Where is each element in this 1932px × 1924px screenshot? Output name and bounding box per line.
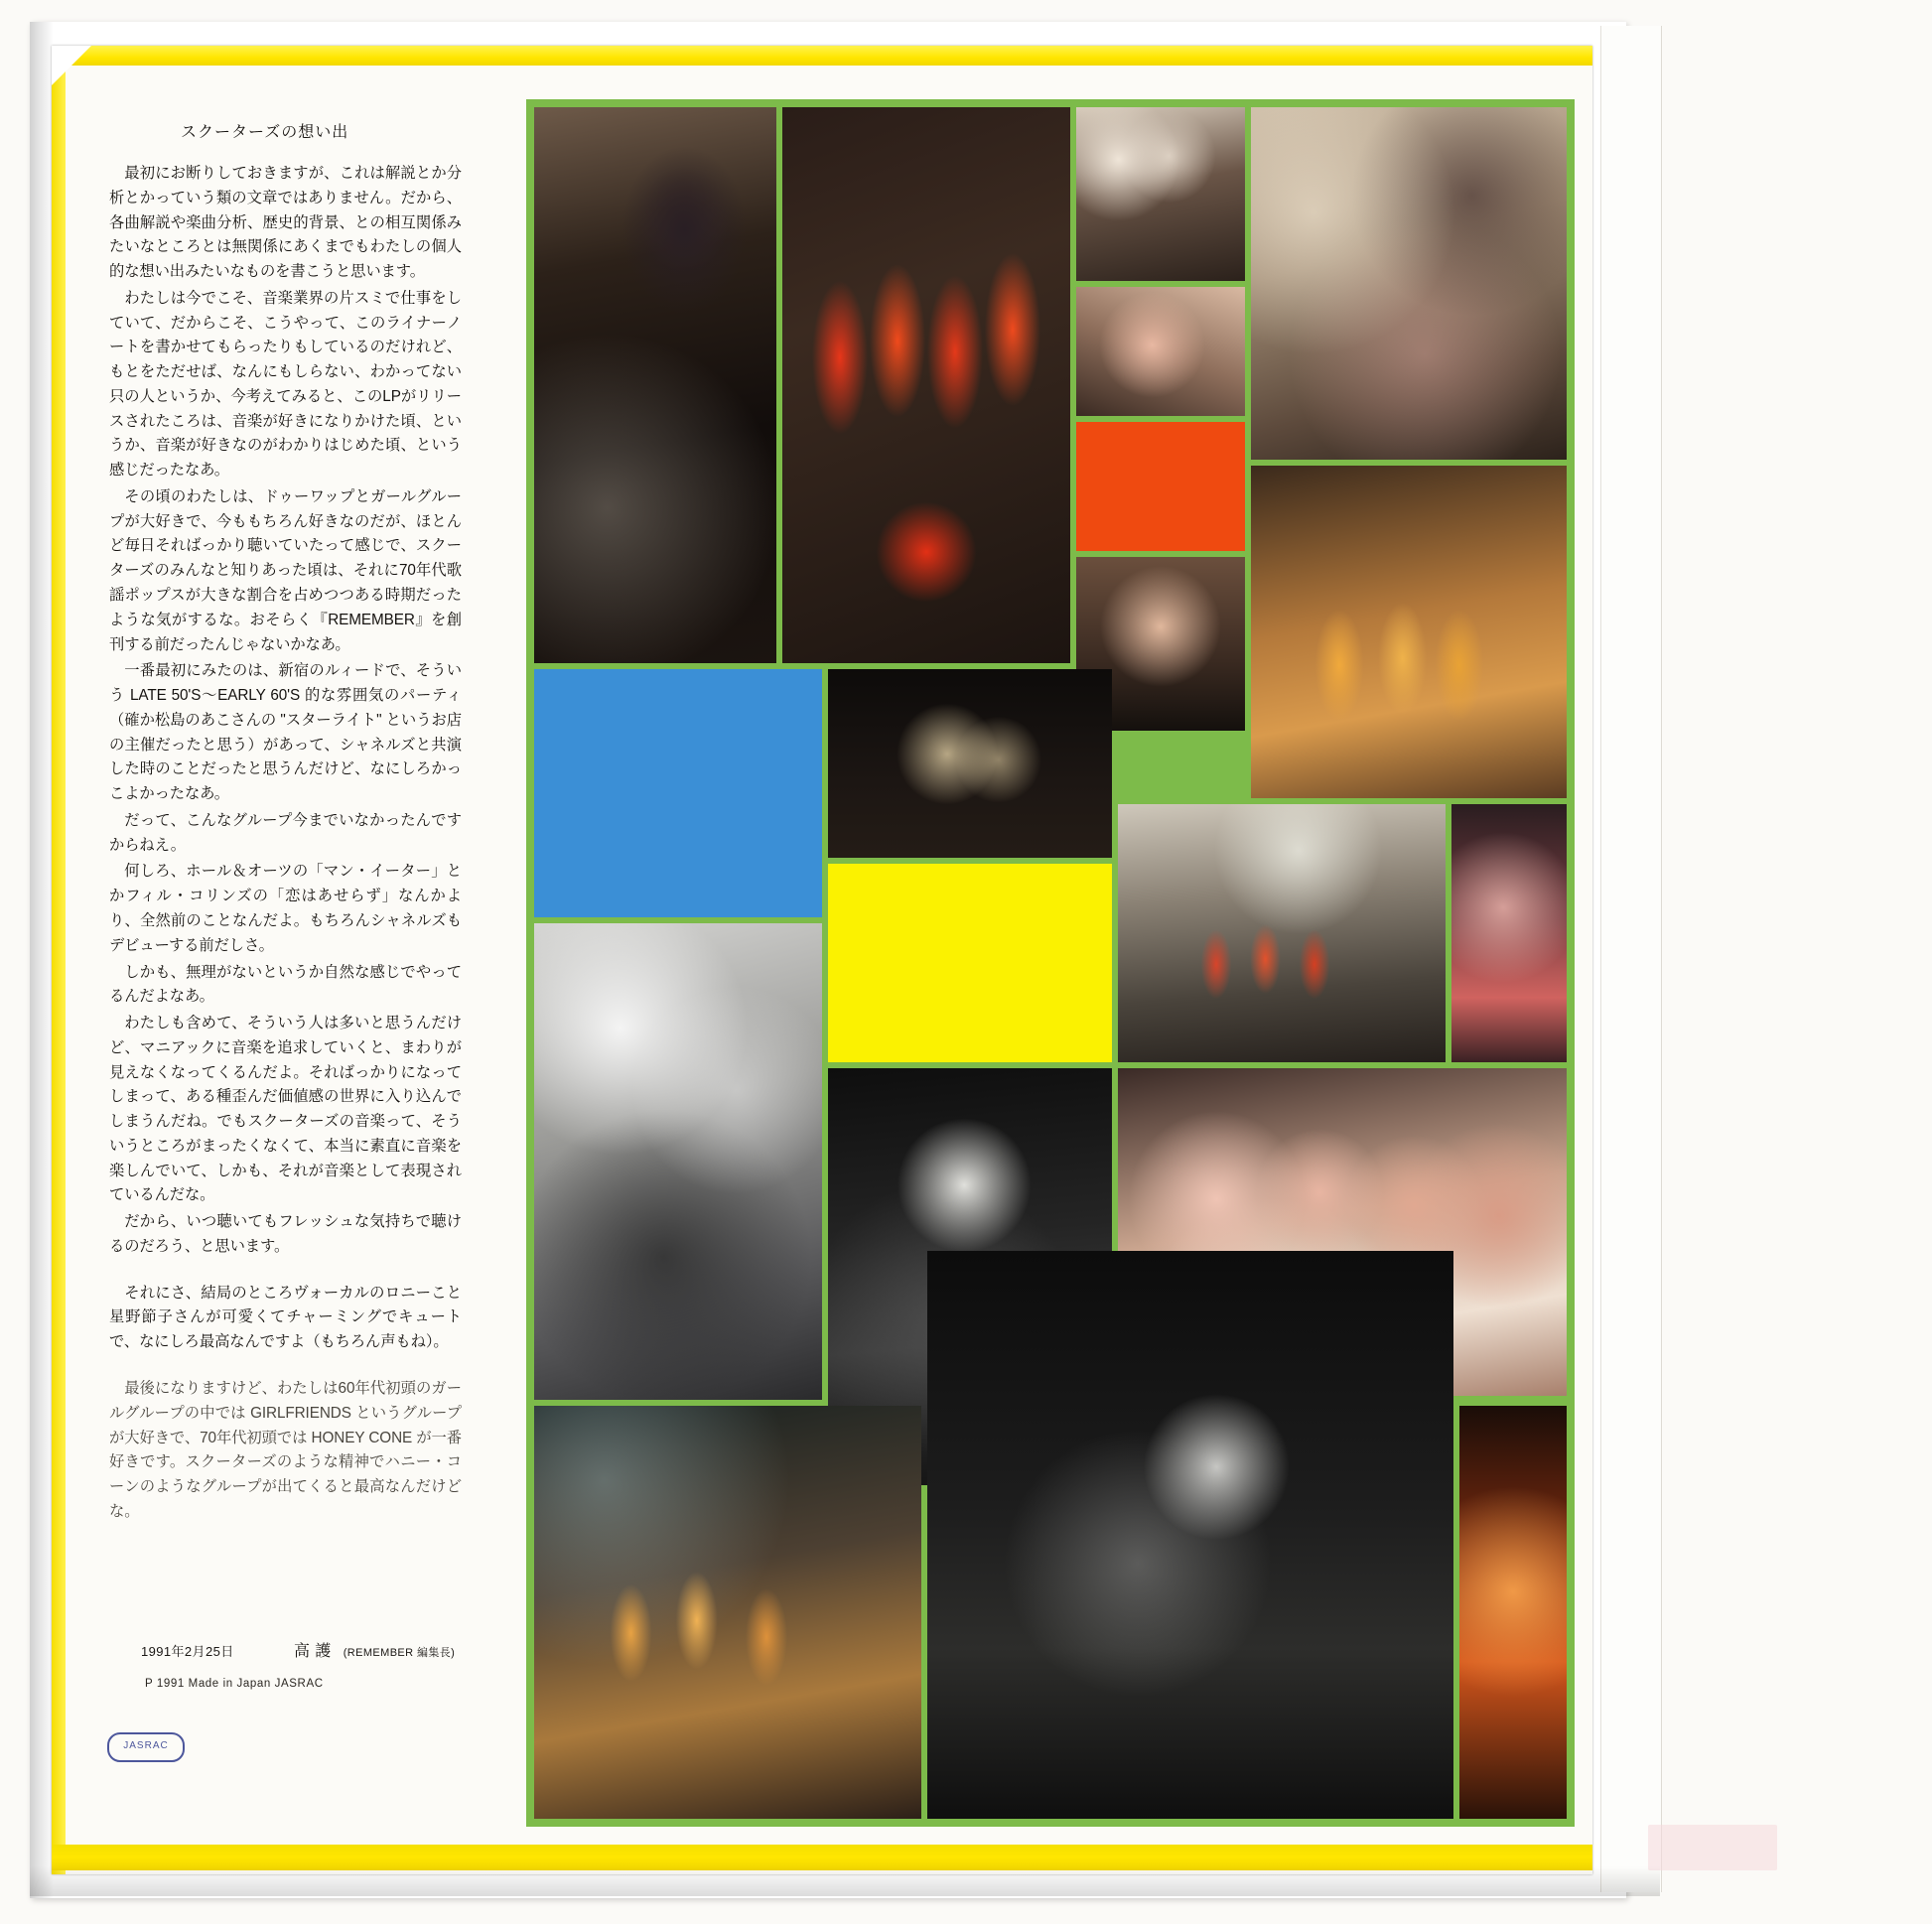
liner-credit [141, 1638, 538, 1661]
photo-stage-pink-lights [1451, 804, 1567, 1062]
photo-color-block-orange [1076, 422, 1245, 551]
photo-color-block-blue [534, 669, 822, 917]
scan-left-shadow [30, 22, 54, 1898]
photo-stage-trio-night [828, 669, 1112, 858]
sleeve-right-edge [1600, 26, 1662, 1892]
photo-studio-ensemble [1118, 804, 1446, 1062]
liner-paragraph-3: その頃のわたしは、ドゥーワップとガールグループが大好きで、今ももちろん好きなのだが、ほとんど毎日そればっかり聴いていたって感じで、スクーターズのみんなと知りあった頃は、それに70年代歌謡ポップスが大きな割合を占めつつある時期だったような気がするな。おそらく『REMEMBER』を創刊する前だったんじゃないかなあ。 [109, 487, 462, 653]
liner-paragraph-6: 何しろ、ホール＆オーツの「マン・イーター」とかフィル・コリンズの「恋はあせらず」なんかより、全然前のことなんだよ。もちろんシャネルズもデビューする前だしさ。 [109, 863, 462, 954]
credit-date: 1991年2月25日 [141, 1644, 234, 1659]
liner-paragraph-8: わたしも含めて、そういう人は多いと思うんだけど、マニアックに音楽を追求していくと、まわりが見えなくなってくるんだよ。そればっかりになってしまって、ある種歪んだ価値感の世界に入り込んでしまうんだね。でもスクーターズの音楽って、そういうところがまったくなくて、本当に素直に音楽を楽しんでいて、しかも、それが音楽として表現されているんだな。 [109, 1015, 462, 1204]
liner-paragraph-5: だって、こんなグループ今までいなかったんですからねえ。 [109, 811, 462, 854]
jasrac-stamp: JASRAC [107, 1732, 185, 1762]
liner-paragraph-10: それにさ、結局のところヴォーカルのロニーこと星野節子さんが可愛くてチャーミングでキュートで、なにしろ最高なんですよ（もちろん声もね）。 [109, 1284, 462, 1351]
photo-seated-woman-flower [1076, 287, 1245, 416]
liner-paragraph-11: 最後になりますけど、わたしは60年代初頭のガールグループの中では GIRLFRIENDS というグループが大好きで、70年代初頭では HONEY CONE が一番好きです。スクーターズのような精神でハニー・コーンのようなグループが出てくると最高なんだけどな。 [109, 1379, 462, 1520]
photo-group-red-dresses [782, 107, 1070, 663]
jacket-top-yellow-band [52, 46, 1592, 66]
liner-notes-column [109, 119, 462, 1527]
liner-paragraph-9: だから、いつ聴いてもフレッシュな気持ちで聴けるのだろう、と思います。 [109, 1213, 462, 1255]
photo-party-crowd [1251, 107, 1567, 460]
photo-band-gold-costumes [1251, 466, 1567, 798]
photo-backstage-group [1076, 107, 1245, 281]
photo-red-stage-glow [1459, 1406, 1567, 1819]
liner-paragraph-4: 一番最初にみたのは、新宿のルィードで、そういう LATE 50'S〜EARLY 60'S 的な雰囲気のパーティ（確か松島のあこさんの "スターライト" というお店の主催だったと思う）があって、シャネルズと共演した時のことだったと思うんだけど、なにしろかっこよかったなあ。 [109, 662, 462, 803]
jacket-left-yellow-band [52, 46, 66, 1874]
liner-paragraph-7: しかも、無理がないというか自然な感じでやってるんだよなあ。 [109, 963, 462, 1006]
liner-paragraph-1: 最初にお断りしておきますが、これは解説とか分析とかっていう類の文章ではありません。だから、各曲解説や楽曲分析、歴史的背景、との相互関係みたいなところとは無関係にあくまでもわたしの個人的な想い出みたいなものを書こうと思います。 [109, 165, 462, 281]
photo-bw-club-stage [927, 1251, 1453, 1819]
scan-bottom-shadow [30, 1866, 1660, 1896]
liner-notes-title: スクーターズの想い出 [181, 124, 349, 141]
sleeve-price-sticker [1648, 1825, 1777, 1870]
photo-color-block-yellow [828, 864, 1112, 1062]
copyright-line: P 1991 Made in Japan JASRAC [145, 1678, 324, 1690]
photo-singer-mic-dark [534, 107, 776, 663]
credit-affiliation: (REMEMBER 編集長) [343, 1647, 456, 1659]
photo-collage [526, 99, 1575, 1827]
credit-author: 高 護 [294, 1643, 332, 1660]
liner-paragraph-2: わたしは今でこそ、音楽業界の片スミで仕事をしていて、だからこそ、こうやって、このライナーノートを書かせてもらったりもしているのだけれど、もとをただせば、なんにもしらない、わかってない只の人というか、今考えてみると、このLPがリリースされたころは、音楽が好きになりかけた頃、というか、音楽が好きなのがわかりはじめた頃、という感じだったなあ。 [109, 289, 462, 480]
photo-bw-dancers [534, 923, 822, 1400]
photo-stage-gold-band [534, 1406, 921, 1819]
